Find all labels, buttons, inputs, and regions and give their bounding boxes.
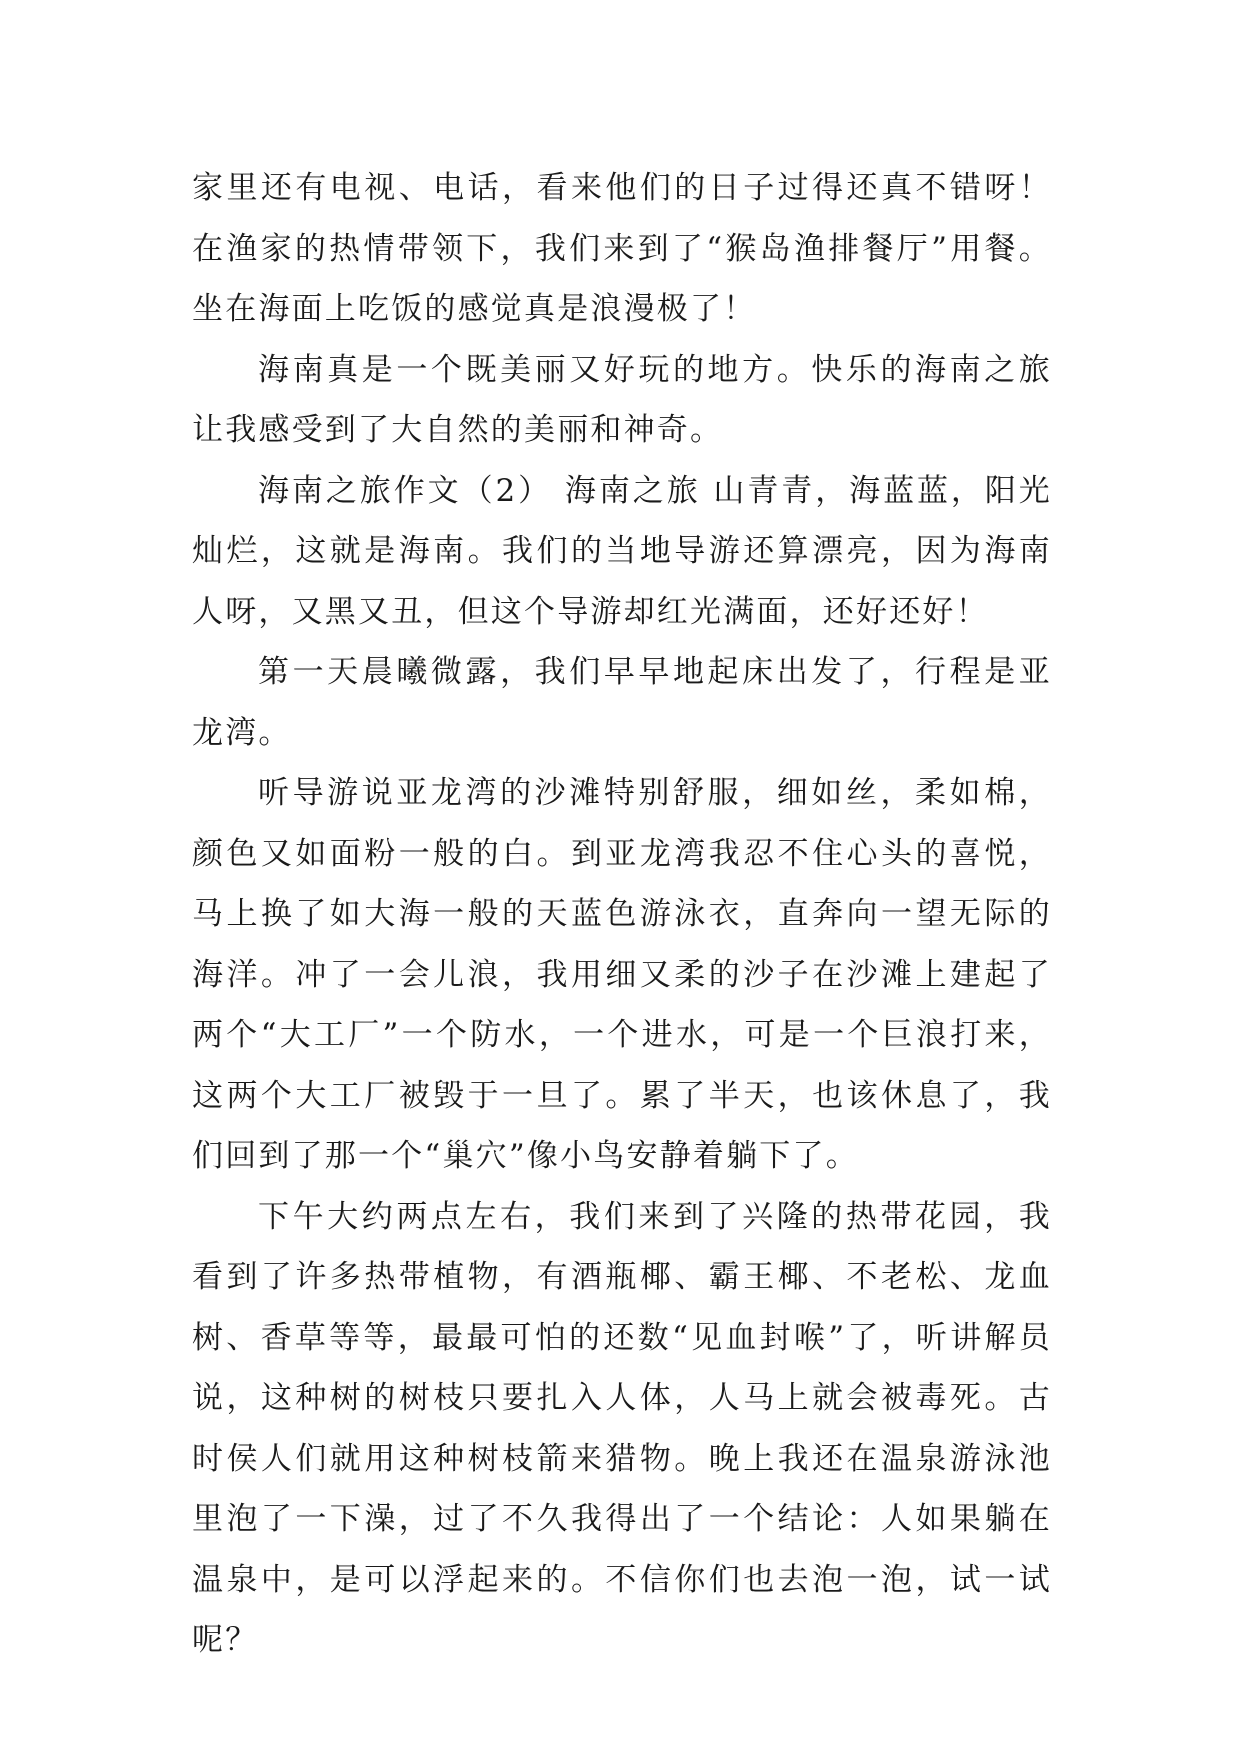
document-page [192, 158, 1052, 1671]
paragraph-2: 海南真是一个既美丽又好玩的地方。快乐的海南之旅让我感受到了大自然的美丽和神奇。 [192, 351, 1052, 448]
paragraph-4: 第一天晨曦微露，我们早早地起床出发了，行程是亚龙湾。 [192, 654, 1052, 751]
paragraph-5: 听导游说亚龙湾的沙滩特别舒服，细如丝，柔如棉，颜色又如面粉一般的白。到亚龙湾我忍不住心头的喜悦，马上换了如大海一般的天蓝色游泳衣，直奔向一望无际的海洋。冲了一会儿浪，我用细又柔的沙子在沙滩上建起了两个“大工厂”一个防水，一个进水，可是一个巨浪打来，这两个大工厂被毁于一旦了。累了半天，也该休息了，我们回到了那一个“巢穴”像小鸟安静着躺下了。 [192, 775, 1052, 1174]
paragraph-1: 家里还有电视、电话，看来他们的日子过得还真不错呀！在渔家的热情带领下，我们来到了“猴岛渔排餐厅”用餐。坐在海面上吃饭的感觉真是浪漫极了！ [192, 170, 1052, 327]
paragraph-6: 下午大约两点左右，我们来到了兴隆的热带花园，我看到了许多热带植物，有酒瓶椰、霸王椰、不老松、龙血树、香草等等，最最可怕的还数“见血封喉”了，听讲解员说，这种树的树枝只要扎入人体，人马上就会被毒死。古时侯人们就用这种树枝箭来猎物。晚上我还在温泉游泳池里泡了一下澡，过了不久我得出了一个结论：人如果躺在温泉中，是可以浮起来的。不信你们也去泡一泡，试一试呢？ [192, 1198, 1052, 1658]
paragraph-3: 海南之旅作文（2） 海南之旅 山青青，海蓝蓝，阳光灿烂，这就是海南。我们的当地导游还算漂亮，因为海南人呀，又黑又丑，但这个导游却红光满面，还好还好！ [192, 472, 1052, 630]
